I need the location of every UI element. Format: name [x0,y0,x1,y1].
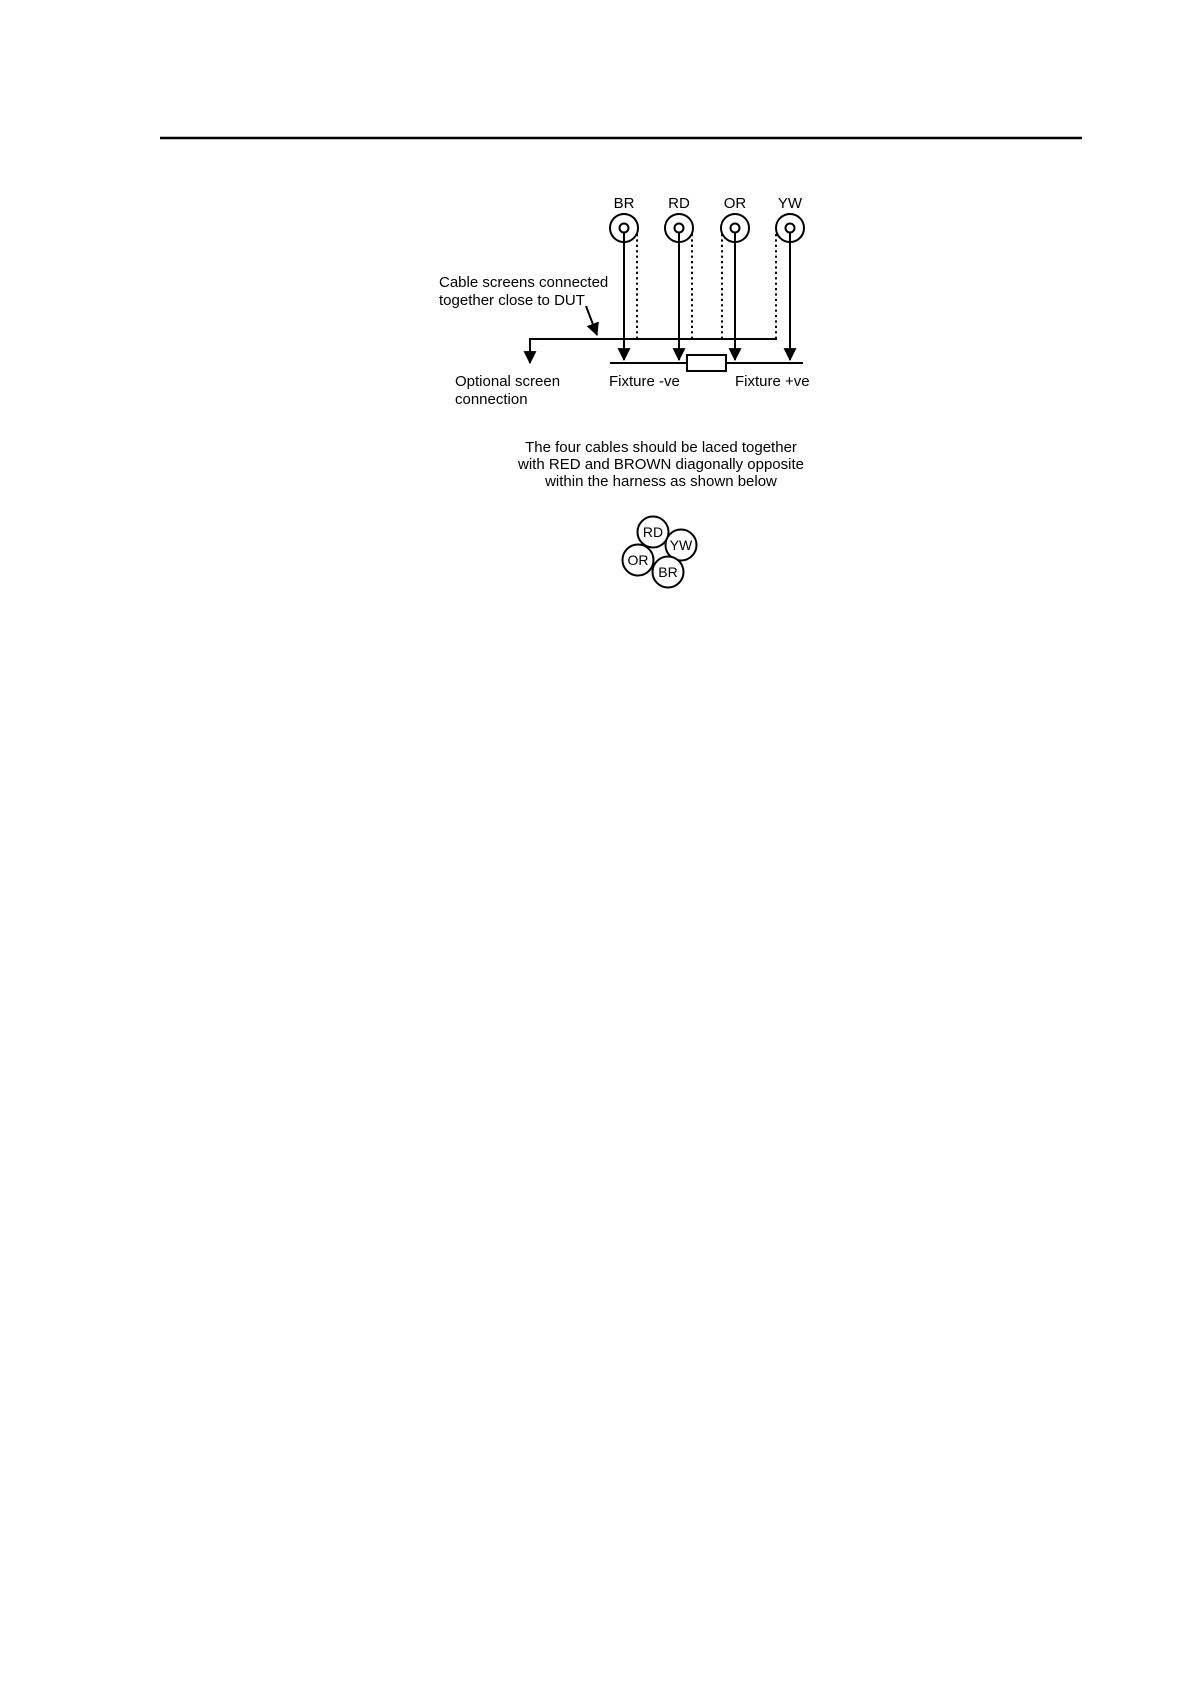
connector-or [721,195,749,360]
connector-label-or: OR [723,195,747,212]
harness-label-or: OR [627,552,649,568]
harness-label-br: BR [658,564,678,580]
connector-pin-or [731,224,740,233]
connector-pin-br [620,224,629,233]
optional-screen-note-line1: Optional screen [455,373,561,390]
harness-cross-section [623,517,697,588]
lacing-note-line3: within the harness as shown below [545,473,777,490]
dut-resistor [687,355,726,371]
harness-label-rd: RD [642,524,664,540]
optional-screen-note-line2: connection [455,391,528,408]
connector-pin-rd [675,224,684,233]
connector-rd [665,195,693,360]
lacing-note-line1: The four cables should be laced together [525,439,797,456]
connector-pin-yw [786,224,795,233]
connector-label-yw: YW [777,195,803,212]
lacing-note-line2: with RED and BROWN diagonally opposite [518,456,804,473]
fixture-negative-label: Fixture -ve [609,373,680,390]
cable-screens-note-line1: Cable screens connected [439,274,609,291]
fixture-positive-label: Fixture +ve [735,373,810,390]
cable-screens-note-line2: together close to DUT [439,292,585,309]
connector-label-br: BR [613,195,635,212]
connector-yw [776,195,804,360]
connector-label-rd: RD [668,195,690,212]
harness-label-yw: YW [669,537,693,553]
cable-screens-pointer-arrow [586,306,597,335]
connector-br [610,195,638,360]
